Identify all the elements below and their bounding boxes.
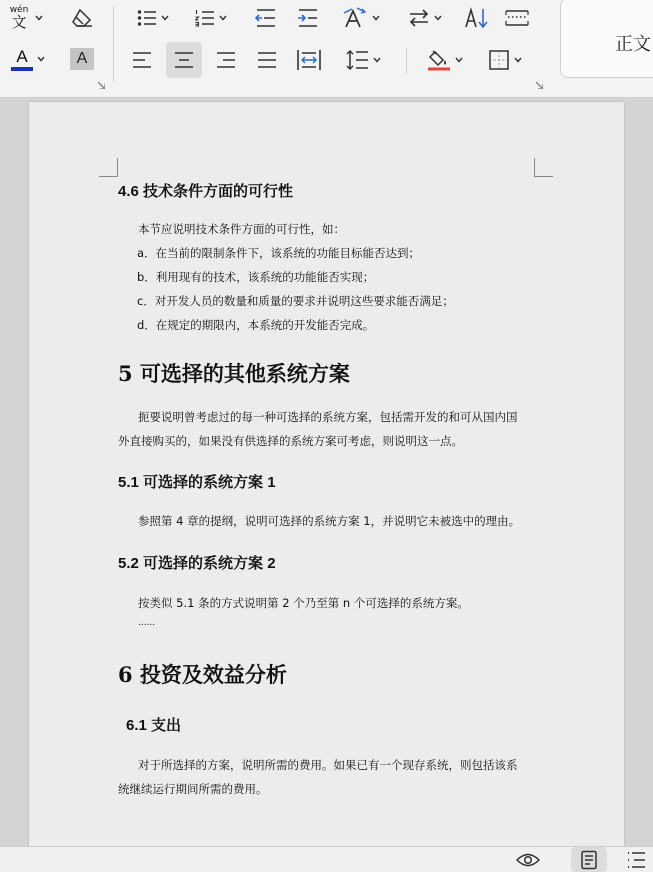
align-center-button[interactable]: [166, 42, 202, 78]
list-item: a．在当前的限制条件下，该系统的功能目标能否达到；: [137, 246, 421, 260]
heading-5-1: 5.1 可选择的系统方案 1: [118, 474, 276, 491]
ribbon-separator: [406, 48, 407, 74]
numbered-list-button[interactable]: [190, 5, 232, 31]
pinyin-dropdown[interactable]: [34, 12, 44, 24]
ribbon-toolbar: [0, 0, 653, 98]
align-left-icon: [132, 52, 152, 68]
chevron-down-icon: [372, 15, 380, 21]
paragraph-shading-button[interactable]: [422, 44, 468, 76]
decrease-indent-button[interactable]: [252, 5, 280, 31]
heading-5: 5 可选择的其他系统方案: [118, 361, 350, 386]
paragraph-5-2: 按类似 5.1 条的方式说明第 2 个乃至第 n 个可选择的系统方案。: [138, 596, 469, 610]
clear-format-button[interactable]: [68, 4, 96, 32]
paragraph-5-2-ellipsis: ......: [138, 618, 156, 628]
page-view-icon: [580, 850, 598, 870]
document-canvas[interactable]: [0, 98, 653, 846]
font-color-swatch: [11, 67, 33, 71]
decrease-indent-icon: [255, 9, 277, 27]
paragraph-4-6-intro: 本节应说明技术条件方面的可行性，如：: [138, 222, 345, 236]
bullet-list-icon: [137, 9, 157, 27]
character-shading-icon: A: [70, 48, 94, 70]
chevron-down-icon: [219, 15, 227, 21]
outline-view-button[interactable]: [622, 847, 650, 872]
paragraph-dialog-launcher-icon[interactable]: [536, 82, 543, 89]
heading-4-6: 4.6 技术条件方面的可行性: [118, 183, 294, 200]
numbered-list-icon: [195, 9, 215, 27]
font-dialog-launcher-icon[interactable]: [98, 82, 105, 89]
font-color-icon: A: [11, 48, 33, 71]
list-item: c．对开发人员的数量和质量的要求并说明这些要求能否满足；: [137, 294, 454, 308]
pinyin-guide-icon: wén 文: [9, 5, 29, 31]
page-view-button[interactable]: [571, 847, 607, 872]
justify-button[interactable]: [251, 44, 283, 76]
paragraph-5-line1: 扼要说明曾考虑过的每一种可选择的系统方案，包括需开发的和可从国内国: [138, 410, 518, 424]
borders-button[interactable]: [482, 44, 528, 76]
paragraph-6-1-line2: 统继续运行期间所需的费用。: [118, 782, 268, 796]
text-effect-button[interactable]: [338, 4, 384, 32]
pinyin-guide-button[interactable]: [4, 4, 34, 32]
text-effect-icon: [342, 7, 368, 29]
align-right-button[interactable]: [210, 44, 242, 76]
line-spacing-icon: [345, 49, 369, 71]
increase-indent-button[interactable]: [294, 5, 322, 31]
chevron-down-icon: [514, 57, 522, 63]
distributed-align-button[interactable]: [292, 44, 326, 76]
justify-icon: [257, 52, 277, 68]
outline-view-icon: [626, 851, 646, 869]
paragraph-shading-icon: [427, 49, 451, 71]
heading-6: 6 投资及效益分析: [118, 662, 287, 687]
sort-button[interactable]: [462, 4, 492, 32]
chevron-down-icon: [161, 15, 169, 21]
paragraph-5-line2: 外直接购买的，如果没有供选择的系统方案可考虑，则说明这一点。: [118, 434, 463, 448]
style-gallery[interactable]: [560, 0, 653, 78]
reading-mode-button[interactable]: [514, 847, 542, 872]
chevron-down-icon: [455, 57, 463, 63]
bullet-list-button[interactable]: [132, 5, 174, 31]
list-item: b．利用现有的技术，该系统的功能能否实现；: [137, 270, 375, 284]
page-margin-mark-top-left: [99, 158, 118, 177]
align-right-icon: [216, 52, 236, 68]
paragraph-5-1: 参照第 4 章的提纲，说明可选择的系统方案 1，并说明它未被选中的理由。: [138, 514, 521, 528]
distributed-table-button[interactable]: [502, 5, 532, 31]
align-center-icon: [174, 52, 194, 68]
chevron-down-icon: [35, 15, 43, 21]
line-spacing-button[interactable]: [340, 44, 386, 76]
chevron-down-icon: [37, 56, 45, 62]
text-direction-button[interactable]: [402, 5, 448, 31]
chevron-down-icon: [373, 57, 381, 63]
increase-indent-icon: [297, 9, 319, 27]
distributed-table-icon: [505, 9, 529, 27]
distributed-align-icon: [296, 49, 322, 71]
ribbon-separator: [113, 6, 114, 82]
heading-5-2: 5.2 可选择的系统方案 2: [118, 555, 276, 572]
read-mode-eye-icon: [516, 852, 540, 868]
list-item: d．在规定的期限内，本系统的开发能否完成。: [137, 318, 375, 332]
sort-icon: [464, 7, 490, 29]
style-normal-preview[interactable]: 正文: [615, 34, 651, 55]
page-margin-mark-top-right: [534, 158, 553, 177]
character-shading-button[interactable]: [68, 46, 96, 72]
document-page[interactable]: [29, 102, 624, 846]
font-color-button[interactable]: [4, 44, 52, 74]
status-bar: [0, 846, 653, 872]
eraser-icon: [71, 8, 93, 28]
borders-icon: [488, 49, 510, 71]
chevron-down-icon: [434, 15, 442, 21]
heading-6-1: 6.1 支出: [126, 717, 182, 734]
paragraph-6-1-line1: 对于所选择的方案，说明所需的费用。如果已有一个现存系统，则包括该系: [138, 758, 518, 772]
align-left-button[interactable]: [126, 44, 158, 76]
text-direction-icon: [408, 9, 430, 27]
